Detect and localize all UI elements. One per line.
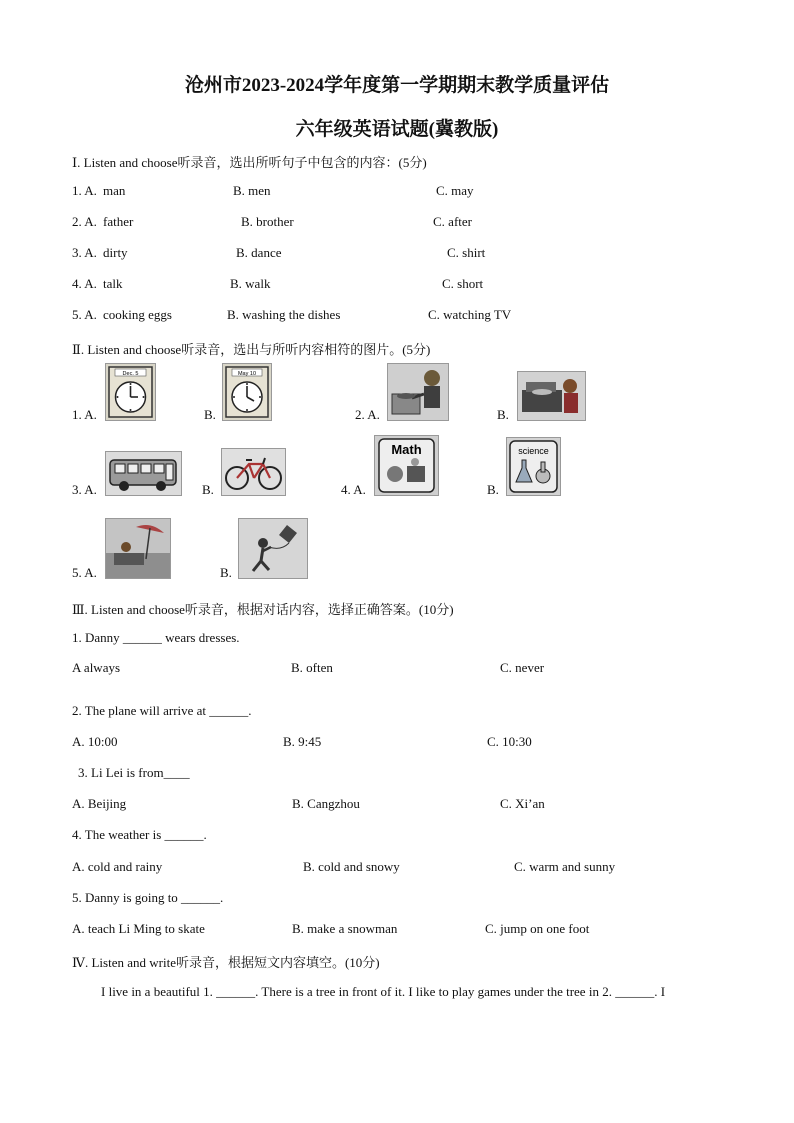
section-2-heading: Ⅱ. Listen and choose听录音，选出与所听内容相符的图片。(5分) bbox=[72, 342, 431, 357]
exam-subtitle: 六年级英语试题(冀教版) bbox=[295, 119, 499, 140]
p2-q3-label-b: B. bbox=[202, 482, 214, 497]
p3-q4-option-b: B. cold and snowy bbox=[303, 859, 400, 874]
p2-q2-label-b: B. bbox=[497, 407, 509, 422]
p3-q2-option-c: C. 10:30 bbox=[487, 734, 532, 749]
q3-num: 3. A. bbox=[72, 245, 97, 260]
section-3-heading: Ⅲ. Listen and choose听录音，根据对话内容，选择正确答案。(10分) bbox=[72, 602, 454, 617]
q4-num: 4. A. bbox=[72, 276, 97, 291]
beach-icon bbox=[105, 518, 171, 579]
q1-num: 1. A. bbox=[72, 183, 97, 198]
q3-option-c: C. shirt bbox=[447, 245, 486, 260]
p4-passage: I live in a beautiful 1. ______. There is a tree in front of it. I like to play games under the tree in 2. ______. I bbox=[101, 984, 666, 999]
p3-q3-option-b: B. Cangzhou bbox=[292, 796, 360, 811]
p2-q1-label-a: 1. A. bbox=[72, 407, 97, 422]
clock-a-date: Dec. 5 bbox=[122, 371, 139, 377]
bus-icon bbox=[105, 451, 182, 496]
p3-q1-option-c: C. never bbox=[500, 660, 545, 675]
q5-option-b: B. washing the dishes bbox=[227, 307, 341, 322]
q1-option-a: man bbox=[103, 183, 126, 198]
p2-q4-label-b: B. bbox=[487, 482, 499, 497]
section-1-heading: Ⅰ. Listen and choose听录音，选出所听句子中包含的内容：(5分) bbox=[72, 155, 427, 170]
q3-option-a: dirty bbox=[103, 245, 128, 260]
p3-q3-option-c: C. Xi’an bbox=[500, 796, 545, 811]
p3-q1-option-a: A always bbox=[72, 660, 121, 675]
science-label: science bbox=[518, 446, 549, 456]
clock-icon bbox=[105, 363, 156, 421]
q5-option-a: cooking eggs bbox=[103, 307, 172, 322]
q3-option-b: B. dance bbox=[236, 245, 282, 260]
q5-option-c: C. watching TV bbox=[428, 307, 512, 322]
clock-b-date: May 10 bbox=[237, 371, 257, 377]
p2-q4-label-a: 4. A. bbox=[341, 482, 366, 497]
section-4-heading: Ⅳ. Listen and write听录音，根据短文内容填空。(10分) bbox=[72, 955, 380, 970]
p2-q5-label-a: 5. A. bbox=[72, 565, 97, 580]
bicycle-icon bbox=[221, 448, 286, 496]
exam-title: 沧州市2023-2024学年度第一学期期末教学质量评估 bbox=[184, 75, 610, 96]
clock-icon bbox=[222, 363, 272, 421]
p3-q4-option-a: A. cold and rainy bbox=[72, 859, 163, 874]
p3-q2-option-b: B. 9:45 bbox=[283, 734, 322, 749]
math-label: Math bbox=[391, 442, 422, 457]
p3-q1-option-b: B. often bbox=[291, 660, 333, 675]
cooking-icon bbox=[387, 363, 449, 421]
q4-option-c: C. short bbox=[442, 276, 484, 291]
p3-q5-stem: 5. Danny is going to ______. bbox=[72, 890, 224, 905]
science-book-icon bbox=[506, 437, 561, 496]
q2-num: 2. A. bbox=[72, 214, 97, 229]
math-book-icon bbox=[374, 435, 439, 496]
q4-option-b: B. walk bbox=[230, 276, 271, 291]
p2-q5-label-b: B. bbox=[220, 565, 232, 580]
q2-option-a: father bbox=[103, 214, 134, 229]
p2-q2-label-a: 2. A. bbox=[355, 407, 380, 422]
p3-q5-option-b: B. make a snowman bbox=[292, 921, 398, 936]
kite-icon bbox=[238, 518, 308, 579]
q1-option-c: C. may bbox=[436, 183, 474, 198]
p2-q1-label-b: B. bbox=[204, 407, 216, 422]
q1-option-b: B. men bbox=[233, 183, 271, 198]
p3-q5-option-c: C. jump on one foot bbox=[485, 921, 590, 936]
p2-q3-label-a: 3. A. bbox=[72, 482, 97, 497]
p3-q2-option-a: A. 10:00 bbox=[72, 734, 118, 749]
washing-dishes-icon bbox=[517, 371, 586, 421]
q2-option-c: C. after bbox=[433, 214, 472, 229]
p3-q1-stem: 1. Danny ______ wears dresses. bbox=[72, 630, 240, 645]
p3-q2-stem: 2. The plane will arrive at ______. bbox=[72, 703, 252, 718]
q4-option-a: talk bbox=[103, 276, 123, 291]
p3-q5-option-a: A. teach Li Ming to skate bbox=[72, 921, 205, 936]
p3-q4-stem: 4. The weather is ______. bbox=[72, 827, 207, 842]
q5-num: 5. A. bbox=[72, 307, 97, 322]
p3-q3-option-a: A. Beijing bbox=[72, 796, 127, 811]
q2-option-b: B. brother bbox=[241, 214, 294, 229]
p3-q3-stem: 3. Li Lei is from____ bbox=[78, 765, 190, 780]
p3-q4-option-c: C. warm and sunny bbox=[514, 859, 616, 874]
